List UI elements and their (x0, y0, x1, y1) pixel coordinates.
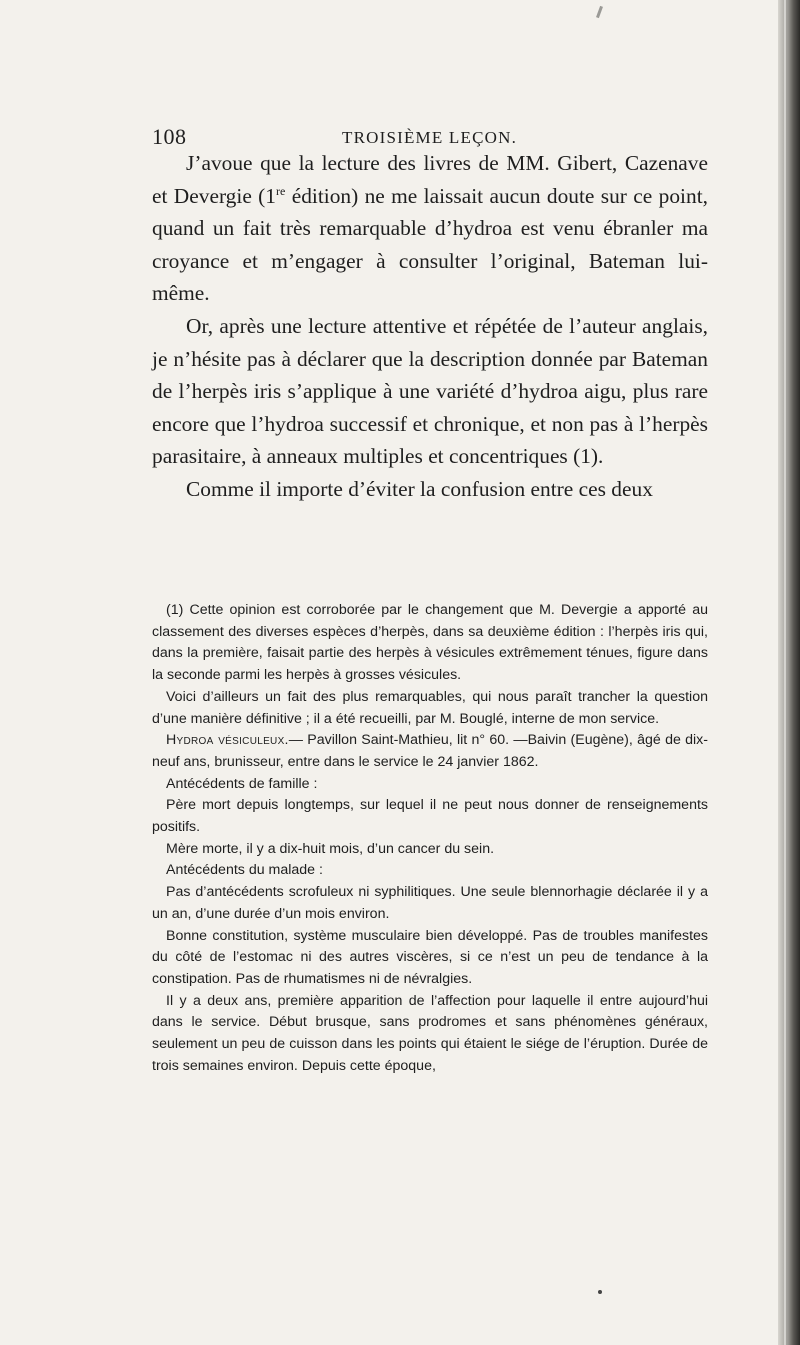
paragraph-1 (152, 147, 708, 310)
paragraph-1-end: édition) ne me laissait aucun doute sur ce point, quand un fait très remarquable d’hydroa est venu ébranler ma croyance et m’engager à consulter l’original, Bateman lui-même. (152, 183, 708, 306)
margin-mark (596, 6, 603, 18)
paragraph-2: Or, après une lecture attentive et répétée de l’auteur anglais, je n’hésite pas à déclarer que la description donnée par Bateman de l’herpès iris s’applique à une variété d’hydroa aigu, plus rare encore que l’hydroa successif et chronique, et non pas à l’herpès parasitaire, à anneaux multiples et concentriques (1). (152, 313, 708, 469)
speck (598, 1290, 602, 1294)
mother-note: Mère morte, il y a dix-huit mois, d’un cancer du sein. (166, 840, 495, 857)
footnote-paragraph: Voici d’ailleurs un fait des plus remarquables, qui nous paraît trancher la question d’une manière définitive ; il a été recueilli, par M. Bouglé, interne de mon service. (152, 688, 708, 727)
paragraph-1-start: J’avoue que la lecture des livres de MM. Gibert, Cazenave et Devergie (1 (152, 151, 708, 208)
paragraph-3: Comme il importe d’éviter la confusion entre ces deux (186, 476, 653, 501)
case-heading-paragraph (152, 730, 708, 773)
edition-superscript: re (276, 183, 286, 198)
footnote-block (152, 600, 708, 1077)
case-title: Hydroa vésiculeux. (166, 732, 289, 749)
onset-note: Il y a deux ans, première apparition de l’affection pour laquelle il entre aujourd’hui dans le service. Début brusque, sans prodromes et sans phénomènes généraux, seulement un peu de cuisson dans les points qui étaient le siége de l’éruption. Durée de trois semaines environ. Depuis cette époque, (152, 992, 708, 1074)
running-title: TROISIÈME LEÇON. (342, 128, 518, 147)
binding-edge (778, 0, 800, 1345)
patient-history-heading: Antécédents du malade : (166, 862, 323, 879)
family-history-heading: Antécédents de famille : (166, 775, 318, 792)
case-intro: — Pavillon Saint-Mathieu, lit n° 60. —Baivin (Eugène), âgé de dix-neuf ans, brunisseur, entre dans le service le 24 janvier 1862. (152, 732, 708, 770)
constitution-note: Bonne constitution, système musculaire bien développé. Pas de troubles manifestes du côté de l’estomac ni des autres viscères, si ce n’est un peu de tendance à la constipation. Pas de rhumatismes ni de névralgies. (152, 927, 708, 987)
page-number: 108 (152, 124, 187, 149)
father-note: Père mort depuis longtemps, sur lequel il ne peut nous donner de renseignements positifs. (152, 797, 708, 836)
main-text (152, 147, 708, 506)
footnote-1: (1) Cette opinion est corroborée par le changement que M. Devergie a apporté au classement des diverses espèces d’herpès, dans sa deuxième édition : l’herpès iris qui, dans la première, faisait partie des herpès à vésicules extrêmement ténues, figure dans la seconde parmi les herpès à grosses vésicules. (152, 602, 708, 684)
patient-history-note: Pas d’antécédents scrofuleux ni syphilitiques. Une seule blennorhagie déclarée il y a un an, d’une durée d’un mois environ. (152, 884, 708, 922)
